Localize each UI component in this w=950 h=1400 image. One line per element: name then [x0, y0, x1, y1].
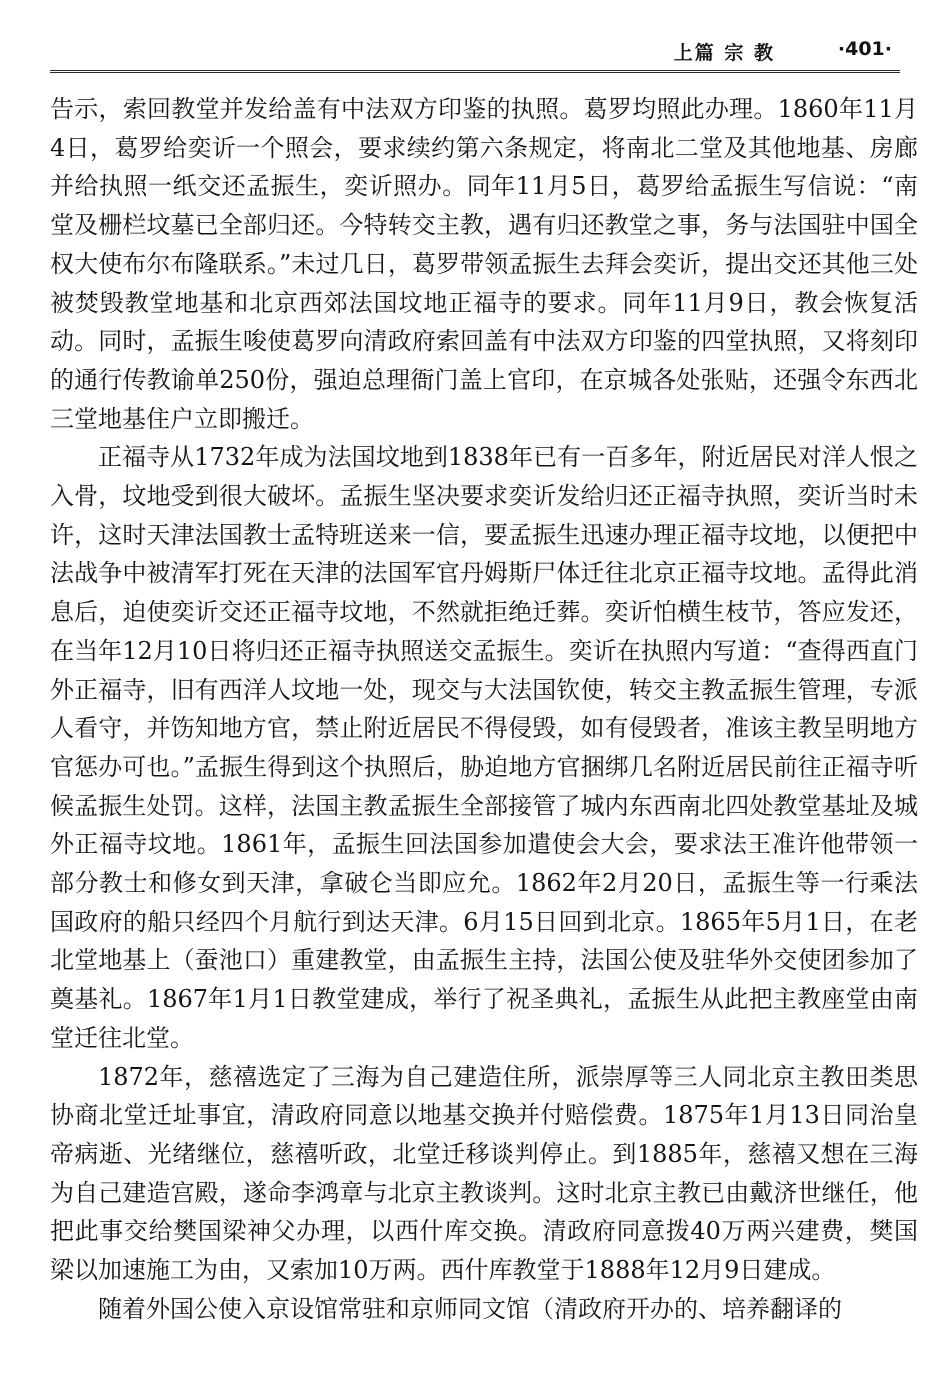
- page-number: ·401·: [837, 38, 892, 60]
- section-title: 上篇 宗 教: [673, 42, 775, 64]
- paragraph-1: 告示，索回教堂并发给盖有中法双方印鉴的执照。葛罗均照此办理。1860年11月4日，葛罗给奕䜣一个照会，要求续约第六条规定，将南北二堂及其他地基、房廊并给执照一纸交还孟振生，奕䜣照办。同年11月5日，葛罗给孟振生写信说：“南堂及栅栏坟墓已全部归还。今特转交主教，遇有归还教堂之事，务与法国驻中国全权大使布尔布隆联系。”未过几日，葛罗带领孟振生去拜会奕䜣，提出交还其他三处被焚毁教堂地基和北京西郊法国坟地正福寺的要求。同年11月9日，教会恢复活动。同时，孟振生唆使葛罗向清政府索回盖有中法双方印鉴的四堂执照，又将刻印的通行传教谕单250份，强迫总理衙门盖上官印，在京城各处张贴，还强令东西北三堂地基住户立即搬迁。: [50, 95, 918, 433]
- paragraph-3: 1872年，慈禧选定了三海为自己建造住所，派崇厚等三人同北京主教田类思协商北堂迁址事宜，清政府同意以地基交换并付赔偿费。1875年1月13日同治皇帝病逝、光绪继位，慈禧听政，北堂迁移谈判停止。到1885年，慈禧又想在三海为自己建造宫殿，遂命李鸿章与北京主教谈判。这时北京主教已由戴济世继任，他把此事交给樊国梁神父办理，以西什库交换。清政府同意拨40万两兴建费，樊国梁以加速施工为由，又索加10万两。西什库教堂于1888年12月9日建成。: [50, 1062, 918, 1285]
- paragraph-2: 正福寺从1732年成为法国坟地到1838年已有一百多年，附近居民对洋人恨之入骨，坟地受到很大破坏。孟振生坚决要求奕䜣发给归还正福寺执照，奕䜣当时未许，这时天津法国教士孟特班送来一信，要孟振生迅速办理正福寺坟地，以便把中法战争中被清军打死在天津的法国军官丹姆斯尸体迁往北京正福寺坟地。孟得此消息后，迫使奕䜣交还正福寺坟地，不然就拒绝迁葬。奕䜣怕横生枝节，答应发还，在当年12月10日将归还正福寺执照送交孟振生。奕䜣在执照内写道：“查得西直门外正福寺，旧有西洋人坟地一处，现交与大法国钦使，转交主教孟振生管理，专派人看守，并饬知地方官，禁止附近居民不得侵毁，如有侵毁者，准该主教呈明地方官惩办可也。”孟振生得到这个执照后，胁迫地方官捆绑几名附近居民前往正福寺听候孟振生处罚。这样，法国主教孟振生全部接管了城内东西南北四处教堂基址及城外正福寺坟地。1861年，孟振生回法国参加遣使会大会，要求法王准许他带领一部分教士和修女到天津，拿破仑当即应允。1862年2月20日，孟振生等一行乘法国政府的船只经四个月航行到达天津。6月15日回到北京。1865年5月1日，在老北堂地基上（蚕池口）重建教堂，由孟振生主持，法国公使及驻华外交使团参加了奠基礼。1867年1月1日教堂建成，举行了祝圣典礼，孟振生从此把主教座堂由南堂迁往北堂。: [50, 443, 918, 1052]
- paragraph-4: 随着外国公使入京设馆常驻和京师同文馆（清政府开办的、培养翻译的: [98, 1294, 842, 1323]
- body-text: [50, 90, 918, 1329]
- running-header: [50, 32, 900, 73]
